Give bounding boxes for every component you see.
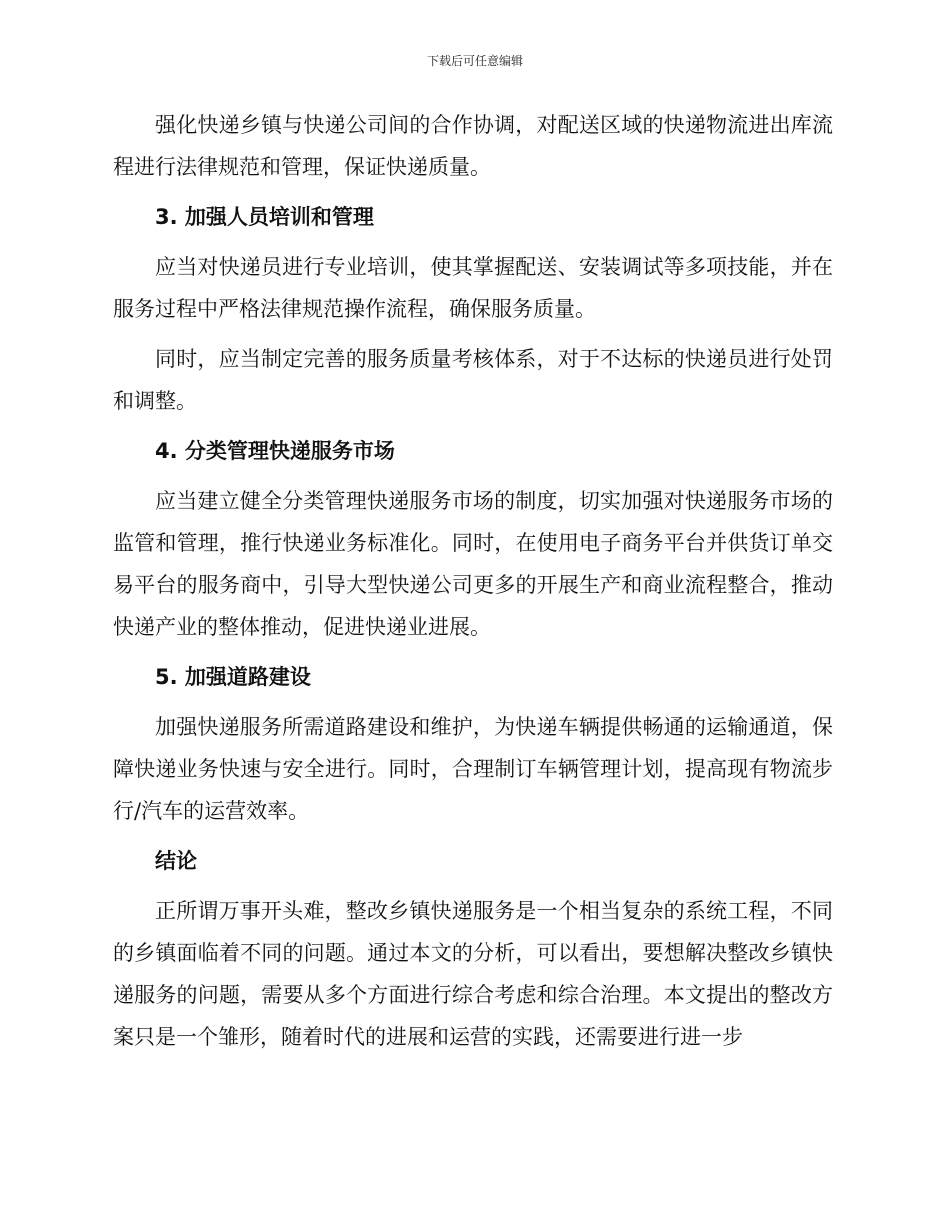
paragraph: 加强快递服务所需道路建设和维护，为快递车辆提供畅通的运输通道，保障快递业务快速与安全进行。同时，合理制订车辆管理计划，提高现有物流步行/汽车的运营效率。: [113, 715, 833, 823]
paragraph: 正所谓万事开头难，整改乡镇快递服务是一个相当复杂的系统工程，不同的乡镇面临着不同的问题。通过本文的分析，可以看出，要想解决整改乡镇快递服务的问题，需要从多个方面进行综合考虑和综合治理。本文提出的整改方案只是一个雏形，随着时代的进展和运营的实践，还需要进行进一步: [113, 899, 833, 1049]
section-heading: 3. 加强人员培训和管理: [155, 205, 374, 229]
paragraph: 同时，应当制定完善的服务质量考核体系，对于不达标的快递员进行处罚和调整。: [113, 347, 833, 413]
section-heading: 5. 加强道路建设: [155, 665, 311, 689]
paragraph: 应当对快递员进行专业培训，使其掌握配送、安装调试等多项技能，并在服务过程中严格法律规范操作流程，确保服务质量。: [113, 255, 833, 321]
document-body: [113, 104, 833, 1066]
section-heading: 4. 分类管理快递服务市场: [155, 439, 395, 463]
paragraph: 应当建立健全分类管理快递服务市场的制度，切实加强对快递服务市场的监管和管理，推行快递业务标准化。同时，在使用电子商务平台并供货订单交易平台的服务商中，引导大型快递公司更多的开展生产和商业流程整合，推动快递产业的整体推动，促进快递业进展。: [113, 489, 833, 639]
page-header: 下载后可任意编辑: [426, 54, 523, 68]
conclusion-heading: 结论: [155, 849, 197, 873]
paragraph: 强化快递乡镇与快递公司间的合作协调，对配送区域的快递物流进出库流程进行法律规范和管理，保证快递质量。: [113, 113, 833, 179]
